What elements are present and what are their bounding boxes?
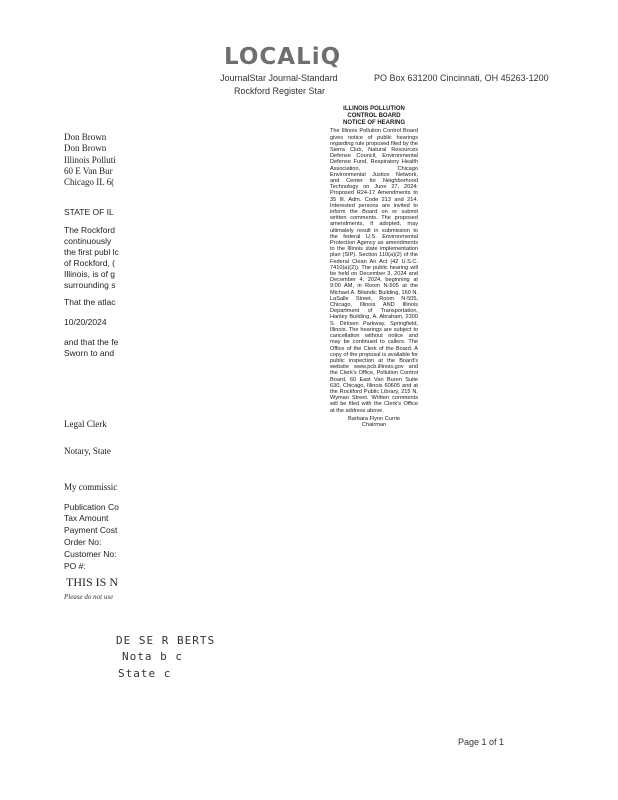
page-number: Page 1 of 1 xyxy=(458,737,505,747)
signature-name: Barbara Flynn Currie xyxy=(348,415,400,422)
affidavit-body-line: surrounding s xyxy=(64,280,116,290)
affidavit-body-line: The Rockford xyxy=(64,225,116,235)
notice-heading xyxy=(330,106,418,126)
closing-line: and that the fe xyxy=(64,337,119,347)
recipient-line: Don Brown xyxy=(64,143,107,153)
notary-stamp-line: DE SE R BERTS xyxy=(116,634,216,647)
closing-line: Sworn to and xyxy=(64,348,115,358)
affidavit-body-line: the first publ lc xyxy=(64,247,119,257)
not-an-invoice-title: THIS IS N xyxy=(66,575,119,589)
notary-stamp-line: State c xyxy=(118,667,172,680)
billing-label: Customer No: xyxy=(64,549,117,559)
notice-heading-line: CONTROL BOARD xyxy=(347,112,401,119)
notice-body: The Illinois Pollution Control Board gives notice of public hearings regarding rule proposed filed by the Sierra Club, Natural Resources Defense Council, Environmental Defense Fund, Respiratory Health Association, Chicago Environmental Justice Network, and Center for Neighborhood Technology on June 27, 2024: Proposed R24-17 Amendments to 35 Ill. Adm. Code 213 and 214. Interested persons are invited to inform the Board on or submit written comments. The proposed amendments, if adopted, may ultimately result in submission to the federal U.S. Environmental Protection Agency as amendments to the Illinois state implementation plan (SIP). Section 110(a)(2) of the Federal Clean Air Act (42 U.S.C. 7410(a)(2)). The public hearing will be held on December 3, 2024 and December 4, 2024, beginning at 9:00 AM, in Room N-505 at the Michael A. Bilandic Building, 160 N. LaSalle Street, Room N-505, Chicago, Illinois AND Illinois Department of Transportation, Hanley Building, A. Abraham, 2300 S. Dirksen Parkway, Springfield, Illinois. The hearings are subject to cancellation without notice and may be continued to callers. The Office of the Clerk of the Board. A copy of the proposal is available for public inspection at the Board's website www.pcb.illinois.gov and the Clerk's Office, Pollution Control Board, 60 East Van Buren Suite 630, Chicago, Illinois 60605 and at the Rockford Public Library, 215 N. Wyman Street. Written comments will be filed with the Clerk's Office at the address above. xyxy=(330,128,419,414)
notice-heading-line: ILLINOIS POLLUTION xyxy=(343,106,405,112)
billing-label: Tax Amount xyxy=(64,513,109,523)
state-line: STATE OF IL xyxy=(64,207,114,217)
localiq-logo: LOCALiQ xyxy=(224,44,342,70)
publications-line-2: Rockford Register Star xyxy=(234,86,326,96)
billing-label: Publication Co xyxy=(64,502,119,512)
signature-title: Chairman xyxy=(361,421,387,428)
commission-label: My commissic xyxy=(64,482,118,492)
billing-label: PO #: xyxy=(64,561,86,571)
mailing-address: PO Box 631200 Cincinnati, OH 45263-1200 xyxy=(374,73,549,83)
legal-notice xyxy=(330,106,418,428)
billing-label: Order No: xyxy=(64,537,102,547)
attached-line: That the atlac xyxy=(64,297,116,307)
publication-date: 10/20/2024 xyxy=(64,317,107,327)
notary-label: Notary, State xyxy=(64,446,111,456)
legal-clerk-label: Legal Clerk xyxy=(64,419,107,429)
affidavit-body-line: of Rockford, ( xyxy=(64,258,116,268)
affidavit-body-line: Illinois, is of g xyxy=(64,269,116,279)
affidavit-body-line: continuously xyxy=(64,236,112,246)
recipient-line: Chicago IL 6( xyxy=(64,177,115,187)
notice-signature xyxy=(330,416,418,428)
notice-heading-line: NOTICE OF HEARING xyxy=(342,119,405,126)
recipient-line: Illinois Polluti xyxy=(64,155,116,165)
recipient-line: 60 E Van Bur xyxy=(64,166,113,176)
recipient-line: Don Brown xyxy=(64,132,107,142)
notary-stamp-line: Nota b c xyxy=(122,650,183,663)
publications-line-1: JournalStar Journal-Standard xyxy=(220,73,338,83)
billing-label: Payment Cost xyxy=(64,525,118,535)
disclaimer-note: Please do not use xyxy=(64,593,114,601)
